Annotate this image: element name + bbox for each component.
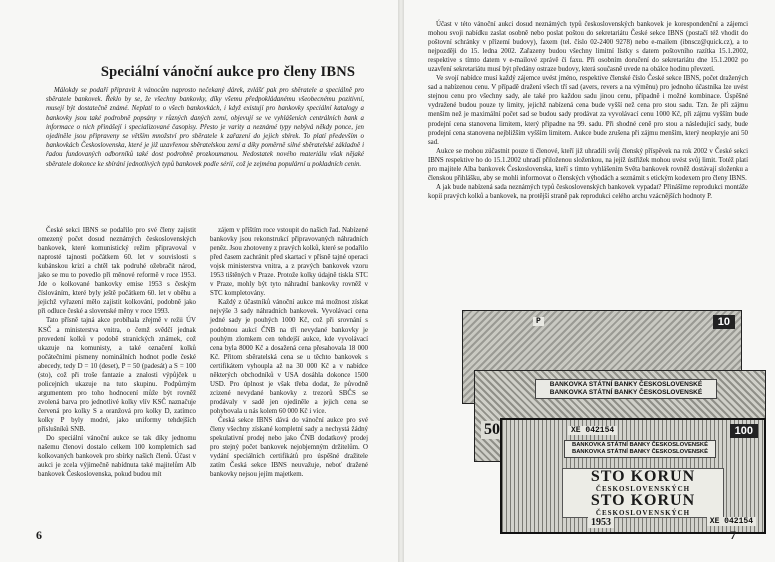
amount-line: ČESKOSLOVENSKÝCH <box>595 485 691 493</box>
banknote-montage <box>462 310 762 532</box>
paragraph: Každý z účastníků vánoční aukce má možnost získat nejvýše 3 sady náhradních bankovek. Vyvolávací cena jedné sady je pouhých 1000 Kč, což při srovnání s podobnou aukcí ČNB na tři nevydané bankovky je pouhým zlomkem cen tehdejší aukce, kde vyvolávací cena byla 8000 Kč a dosažená cena přesahovala 18 000 Kč. Přitom sběratelská cena se u těchto bankovek s certifikátem vyhoupla až na 30 000 Kč a v nabídce některých obchodníků v USA dosáhla dokonce 1500 USD. Pro úplnost je však třeba dodat, že původně zcizené nevydané bankovky z trezorů SBČS se prodávaly v sadě jen ojediněle a jejich cena se pohybovala u nás kolem 60 000 Kč i více. <box>210 299 368 415</box>
column-right <box>210 226 368 479</box>
paragraph: Účast v této vánoční aukci dosud neznámých typů československých bankovek je korespondenční a zájemci mohou svoji nabídku zaslat osobně nebo poslat poštou do sekretariátu České sekce IBNS (postačí též vhodit do poštovní schránky v přízemí budovy), faxem (tel. číslo 02-2400 9278) nebo e-mailem (ibnscz@quick.cz), a to nejpozději do 15. ledna 2002. Zařazeny budou všechny limitní lístky s datem poštovního razítka 15.1.2002, respektive s tímto datem v e-mailové zprávě či faxu. Při osobním doručení do sekretariátu dne 15.1.2002 po uzavření sekretariátu musí být předány ostraze budovy, která současně uvede na obálce hodinu převzetí. <box>428 21 748 74</box>
paragraph: Aukce se mohou zúčastnit pouze ti členové, kteří již uhradili svůj členský příspěvek na rok 2002 v České sekci IBNS respektive ho do 15.1.2002 uhradí přiloženou složenkou, na jejíž ústřižek mohou uvést svůj limit. Totéž platí pro majitele Alba bankovek Československa, kteří s tímto vyhlášením Světa bankovek rovněž dostávají složenku a členskou přihlášku, aby se mohli informovat o členských výhodách a seznámit s etickým kodexem pro členy IBNS. <box>428 147 748 182</box>
page-number-right: 7 <box>730 528 736 542</box>
banknote-numeral: 50 <box>481 421 503 439</box>
banknote-stamp-letter: P <box>533 317 544 326</box>
intro-paragraph: Málokdy se podaří připravit k vánocům naprosto nečekaný dárek, zvlášť pak pro sběratele a speciálně pro sběratele bankovek. Řeklo by se, že všechny bankovky, díky všemu předpokládanému všeobecnému pozitivní, musejí být dostatečně známé. Neplatí to o všech bankovkách, i když existují pro bankovky speciální katalogy a bankovky jsou také podrobně popsány v různých daných zemí, objevují se ve vyhlášeních centrálních bank a informace o nich přinášejí i specializované časopisy. Přesto je varity a neznámé typy nebývá někdy ponce, jen ojediněle jsou připraveny se větším množství pro sběratele k zařazení do jejich sbírek. To platí především o bankovkách Československa, které je již uzavřenou sběratelskou zemí a díky poměrně silné sběratelské základně i řadou fundovaných odborníků také dost podrobně prozkoumanou. Nedostatek nového materiálu však nějaké sběratele dokonce ke sbírání jednotlivých typů bankovek podle sérií, což je zejména populární u pokladních cenin. <box>46 87 364 168</box>
amount-line: STO KORUN <box>590 468 696 485</box>
serial-number: XE 042154 <box>568 426 617 435</box>
bank-name-line: BANKOVKA STÁTNÍ BANKY ČESKOSLOVENSKÉ <box>549 381 703 388</box>
paragraph: Česká sekce IBNS dává do vánoční aukce pro své členy všechny získané kompletní sady a nechystá žádný spekulativní prodej nebo jako ČNB dodatkový prodej pro stejný počet bankovek nejobjemným držitelům. O vydání speciálních certifikátů pro úspěšné dražitele zatím Česká sekce IBNS neuvažuje, neboť dražené bankovky nejsou jejím majetkem. <box>210 416 368 479</box>
serial-number-bottom: XE 042154 <box>707 517 756 526</box>
banknote-100-korun <box>500 418 766 534</box>
amount-text-block <box>562 468 724 518</box>
bank-name-band <box>535 379 717 399</box>
banknote-denomination: 10 <box>713 315 735 329</box>
bank-name-line: BANKOVKA STÁTNÍ BANKY ČESKOSLOVENSKÉ <box>572 449 708 455</box>
bank-name-line: BANKOVKA STÁTNÍ BANKY ČESKOSLOVENSKÉ <box>572 442 708 448</box>
paragraph: A jak bude nabízená sada neznámých typů československých bankovek vypadat? Přinášíme reprodukci montáže kopií pravých kolků a bankovek, na protější straně pak reprodukci celého archu vzácnějších hodnoty P. <box>428 183 748 200</box>
page-number-left: 6 <box>36 528 42 542</box>
right-page-text <box>428 20 748 201</box>
amount-line: STO KORUN <box>590 492 696 509</box>
paragraph: Ve svojí nabídce musí každý zájemce uvést jméno, respektive členské číslo České sekce IBNS, počet dražených sad a nabízenou cenu. V případě dražení všech tří sad (avers, revers a na výměnu) pro jednoho účastníka lze uvést stejnou cenu pro všechny sady, ale také pro každou sadu jinou cenu, případně i možné kombinace. Úspěšné vydražené budou pouze ty limity, jejichž nabízená cena bude vyšší než cena pro stou sadu. Tzn. že při zájmu menším než je maximální počet sad se budou sady prodávat za vyvolávací cenu 1000 Kč, při zájmu vyšším bude prodejní cena stanovena limitem, který připadne na 99. sadu. Při shodné ceně pro stou a následující sady, bude prodejní cena stanovena nejbližším vyšším limitem. Aukce bude zrušena při zájmu menším, který neopkryje ani 50 sad. <box>428 75 748 146</box>
column-left <box>38 226 196 479</box>
paragraph: zájem v příštím roce vstoupit do našich řad. Nabízené bankovky jsou rekonstrukcí připravovaných náhradních peněz. Jsou zhotoveny z pravých kolků, které se podařilo před časem zachránit před skartací v přísně tajné operaci vojsk ministerstva vnitra, a z pravých bankovek vzoru 1953 tištěných v Praze. Protože kolky údajně tiskla STC v Praze, mohly být tyto náhradní bankovky rovněž v STC kompletovány. <box>210 227 368 298</box>
banknote-year: 1953 <box>588 517 614 528</box>
amount-line: ČESKOSLOVENSKÝCH <box>595 509 691 517</box>
article-title: Speciální vánoční aukce pro členy IBNS <box>100 64 356 80</box>
paragraph: Tato přísně tajná akce probíhala zřejmě v režii ÚV KSČ a ministerstva vnitra, o čemž svědčí jednak provedení kolků v podobě stranických známek, což ukazuje na komunisty, a také označení kolků počátečními písmeny nominálních hodnot podle české abecedy, tedy D = 10 (deset), P = 50 (padesát) a S = 100 (sto), což při troše fantazie a znalosti výpůjček u policejních ukazuje na tuto skupinu. Podpůrným argumentem pro toho hodnocení může být rovněž zvolená barva pro jednotlivé kolky vlív KSČ naznačuje červená pro kolky S a oranžová pro kolky D, zatímco kolky P byly modré, jako uniformy tehdejších příslušníků SNB. <box>38 317 196 434</box>
bank-name-band <box>564 440 716 458</box>
article-intro <box>46 86 364 169</box>
bank-name-line: BANKOVKA STÁTNÍ BANKY ČESKOSLOVENSKÉ <box>549 389 703 396</box>
paragraph: České sekci IBNS se podařilo pro své členy zajistit omezený počet dosud neznámých československých bankovek, které komunistický režim připravoval v naprosté tajnosti počátkem 60. let v souvislosti s kubánskou krizí a chtěl tak podruhé ožebračit národ, jako se mu to povedlo při měnové reformě v roce 1953. Jde o kolkované bankovky emise 1953 s českým číslováním, které byly ještě počátkem 60. let v oběhu a jejichž vyřazení mělo zajistit kolkování, podobně jako při odluce české a slovenské měny v roce 1993. <box>38 227 196 316</box>
banknote-denomination: 100 <box>730 424 758 438</box>
paragraph: Do speciální vánoční aukce se tak díky jednomu našemu členovi dostalo celkem 100 kompletních sad kolkovaných bankovek pro sbírky našich členů. Účast v aukci je zcela výjimečně nabídnuta také majitelům Alb bankovek Československa, pokud budou mít <box>38 435 196 479</box>
